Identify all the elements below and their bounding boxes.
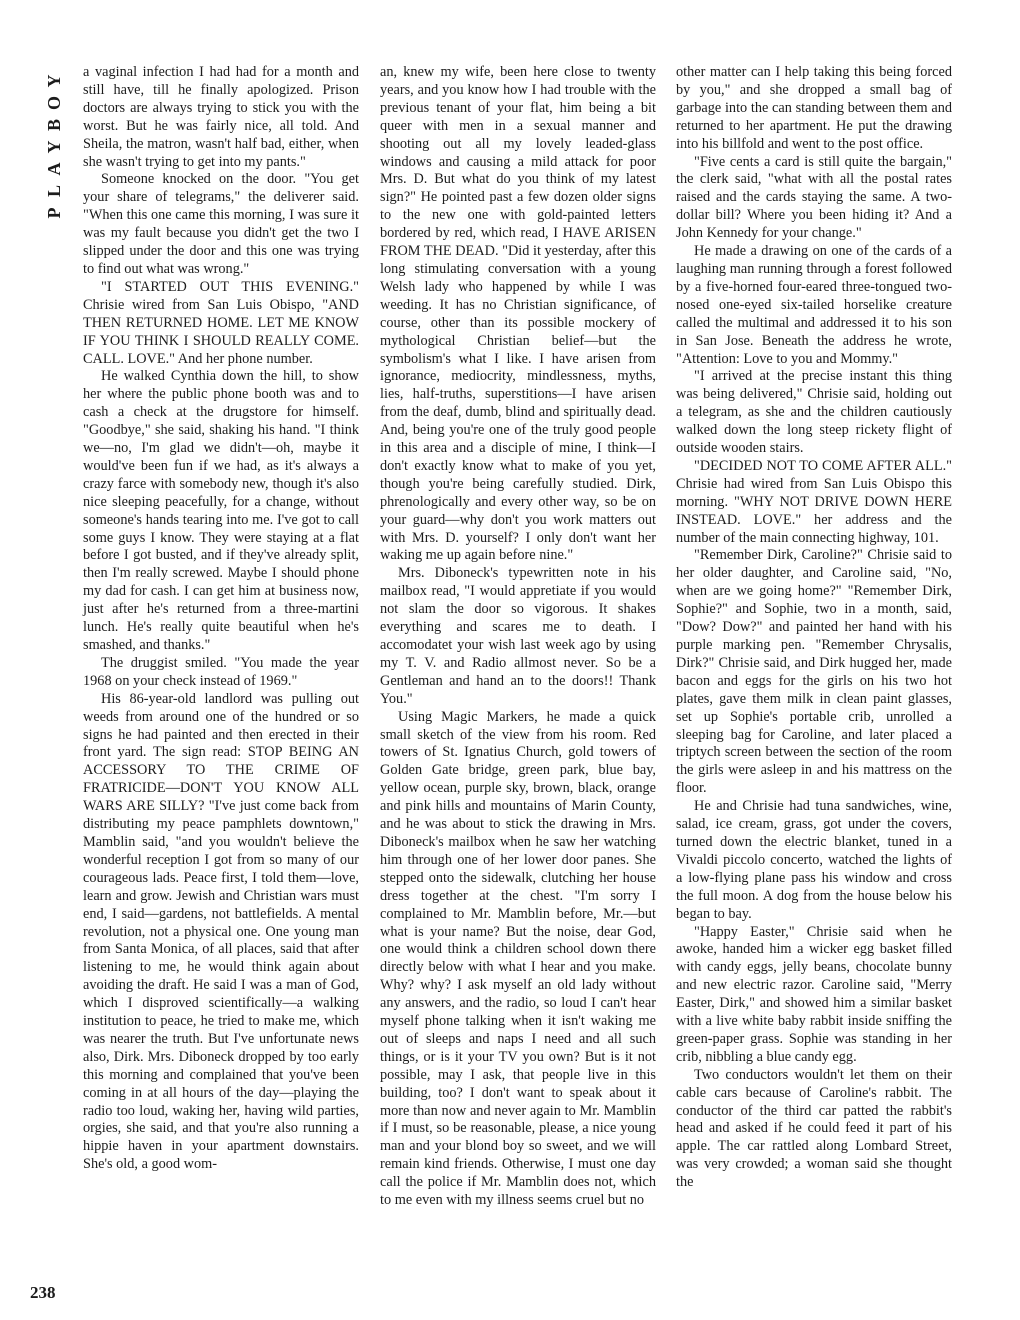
paragraph: Using Magic Markers, he made a quick small sketch of the view from his room. Red towers of St. Ignatius Church, gold towers of Golden Gate bridge, green park, blue bay, yellow ocean, purple sky, brown, black, orange and pink hills and mountains of Marin County, and he was about to stick the drawing in Mrs. Diboneck's mailbox when he saw her watching him through one of her lower door panes. She stepped onto the sidewalk, clutching her house dress together at the chest. "I'm sorry I complained to Mr. Mamblin before, Mr.—but what is your name? But the noise, dear God, one would think a children school down there directly below with what I hear and you make. Why? why? I ask myself an old lady without any answers, and the radio, so loud I can't hear myself phone talking when it isn't waking me out of sleeps and naps I need and all such things, or is it your TV you own? But is it not possible, may I ask, that people live in this building, too? I don't want to speak about it more than now and never again to Mr. Mamblin if I must, so be reasonable, please, a nice young man and your blond boy so sweet, and we will remain kind friends. Otherwise, I must one day call the police if Mr. Mamblin does not, which to me even with my illness seems cruel but no	[380, 708, 656, 1209]
paragraph: Two conductors wouldn't let them on their cable cars because of Caroline's rabbit. The conductor of the third car patted the rabbit's head and asked if he could feed it part of his apple. The car rattled along Lombard Street, was very crowded; a woman said she thought the	[676, 1066, 952, 1191]
paragraph: He made a drawing on one of the cards of a laughing man running through a forest followed by a five-horned four-eared three-tongued two-nosed one-eyed six-tailed horselike creature called the multimal and addressed it to his son in San Jose. Beneath the address he wrote, "Attention: Love to you and Mommy."	[676, 243, 952, 367]
masthead	[36, 70, 72, 224]
paragraph: He and Chrisie had tuna sandwiches, wine, salad, ice cream, grass, got under the covers, turned down the electric blanket, tuned in a Vivaldi piccolo concerto, watched the lights of a low-flying plane pass his window and cross the full moon. A dog from the house below his began to bay.	[676, 798, 952, 922]
paragraph: an, knew my wife, been here close to twenty years, and you know how I had trouble with the previous tenant of your flat, him being a bit queer with men in a sexual manner and shooting out all my lovely leaded-glass windows and causing a mild attack for poor Mrs. D. But what do you think of my latest sign?" He pointed past a few dozen older signs to the new one with gold-painted letters bordered by red, which read, I HAVE ARISEN FROM THE DEAD. "Did it yesterday, after this long stimulating conversation with a young Welsh lady who happened by while I was weeding. It has no Christian significance, of course, other than its possible mockery of mythological Christian belief—but the symbolism's what I like. I have arisen from ignorance, mediocrity, mindlessness, myths, lies, half-truths, superstitions—I have arisen from the deaf, dumb, blind and spiritually dead. And, being you're one of the truly good people in this area and a disciple of mine, I think—I don't exactly know what to make of you yet, though you're being carefully studied. Dirk, phrenologically and every other way, so be on your guard—why don't you work matters out with Mrs. D. yourself? I only don't want her waking me up again before nine."	[380, 64, 656, 564]
paragraph: "Happy Easter," Chrisie said when he awoke, handed him a wicker egg basket filled with candy eggs, jelly beans, chocolate bunny and new electric razor. Caroline said, "Merry Easter, Dirk," and showed him a similar basket with a live white baby rabbit inside sniffing the green-paper grass. Sophie was standing in her crib, nibbling a blue candy egg.	[676, 923, 952, 1065]
paragraph: "Remember Dirk, Caroline?" Chrisie said to her older daughter, and Caroline said, "No, when are we going home?" "Remember Dirk, Sophie?" and Sophie, two in a month, said, "Dow? Dow?" and painted her hand with his purple marking pen. "Remember Chrysalis, Dirk?" Chrisie said, and Dirk hugged her, made bacon and eggs for the girls on his two hot plates, gave them milk in clean paint glasses, set up Sophie's portable crib, unrolled a sleeping bag for Caroline, and later placed a triptych screen between the section of the room the girls were asleep in and his mattress on the floor.	[676, 547, 952, 797]
paragraph: Mrs. Diboneck's typewritten note in his mailbox read, "I would appretiate if you would not slam the door so vigorous. It shakes everything and scares me to death. I accomodatet your wish last week ago by using my T. V. and Radio allmost never. So be a Gentleman and hand an to the doors!! Thank You."	[380, 565, 656, 707]
paragraph: "I STARTED OUT THIS EVENING." Chrisie wired from San Luis Obispo, "AND THEN RETURNED HOME. LET ME KNOW IF YOU THINK I SHOULD REALLY COME. CALL. LOVE." And her phone number.	[83, 278, 359, 367]
paragraph: "DECIDED NOT TO COME AFTER ALL." Chrisie had wired from San Luis Obispo this morning. "WHY NOT DRIVE DOWN HERE INSTEAD. LOVE." her address and the number of the main connecting highway, 101.	[676, 457, 952, 546]
page-number: 238	[30, 1283, 56, 1302]
masthead-letter: Y	[44, 74, 64, 88]
text-column-1	[83, 64, 359, 1174]
masthead-letter: L	[44, 185, 64, 198]
paragraph: "Five cents a card is still quite the bargain," the clerk said, "what with all the postal rates raised and the cards staying the same. A two-dollar bill? Where you been hiding it? And a John Kennedy for your change."	[676, 153, 952, 242]
text-column-2	[380, 64, 656, 1210]
paragraph: a vaginal infection I had had for a month and still have, till he finally apologized. Prison doctors are always trying to stick you with the worst. But he was fairly nice, all told. And Sheila, the matron, wasn't half bad, either, when she wasn't trying to get into my pants."	[83, 64, 359, 170]
paragraph: His 86-year-old landlord was pulling out weeds from around one of the hundred or so signs he had painted and then erected in their front yard. The sign read: STOP BEING AN ACCESSORY TO THE CRIME OF FRATRICIDE—DON'T YOU KNOW ALL WARS ARE SILLY? "I've just come back from distributing my peace pamphlets downtown," Mamblin said, "and you wouldn't believe the wonderful reception I got from so many of our courageous lads. Peace first, I told them—love, learn and grow. Jewish and Christian wars must end, I said—gardens, not battlefields. A mental revolution, not a physical one. One young man from Santa Monica, of all places, said that after listening to me, he would think again about avoiding the draft. He said I was a man of God, which I disproved scientifically—a walking institution to peace, he tried to make me, which was nearer the truth. But I've unfortunate news also, Dirk. Mrs. Diboneck dropped by too early this morning and complained that you've been coming in at all hours of the day—playing the radio too loud, waking her, having wild parties, orgies, she said, and that you're also running a hippie haven in your apartment downstairs. She's old, a good wom-	[83, 690, 359, 1173]
paragraph: The druggist smiled. "You made the year 1968 on your check instead of 1969."	[83, 654, 359, 689]
masthead-letter: A	[44, 162, 64, 176]
masthead-letter: O	[44, 96, 64, 111]
paragraph: Someone knocked on the door. "You get your share of telegrams," the deliverer said. "When this one came this morning, I was sure it was my fault because you didn't get the two I slipped under the door and this one was trying to find out what was wrong."	[83, 171, 359, 277]
masthead-letter: Y	[44, 140, 64, 154]
paragraph: He walked Cynthia down the hill, to show her where the public phone booth was and to cash a check at the drugstore for himself. "Goodbye," she said, shaking his hand. "I think we—no, I'm glad we didn't—oh, maybe it would've been fun if we had, as it's always a crazy farce with somebody new, though it's also nice sleeping peacefully, for a change, without someone's hands tearing into me. I've got to call some guys I know. They were staying at a flat before I got busted, and if they've already split, then I'm really screwed. Maybe I should phone my dad for cash. I can get him at business now, just after he's returned from a three-martini lunch. He's really quite beautiful when he's smashed, and thanks."	[83, 368, 359, 653]
masthead-letter: B	[44, 119, 64, 132]
masthead-letter: P	[44, 207, 64, 219]
paragraph: "I arrived at the precise instant this thing was being delivered," Chrisie said, holding out a telegram, as she and the children cautiously walked down the long steep rickety flight of outside wooden stairs.	[676, 368, 952, 457]
paragraph: other matter can I help taking this being forced by you," and she dropped a small bag of garbage into the can standing between them and returned to her apartment. He put the drawing into his billfold and went to the post office.	[676, 64, 952, 152]
text-column-3	[676, 64, 952, 1192]
